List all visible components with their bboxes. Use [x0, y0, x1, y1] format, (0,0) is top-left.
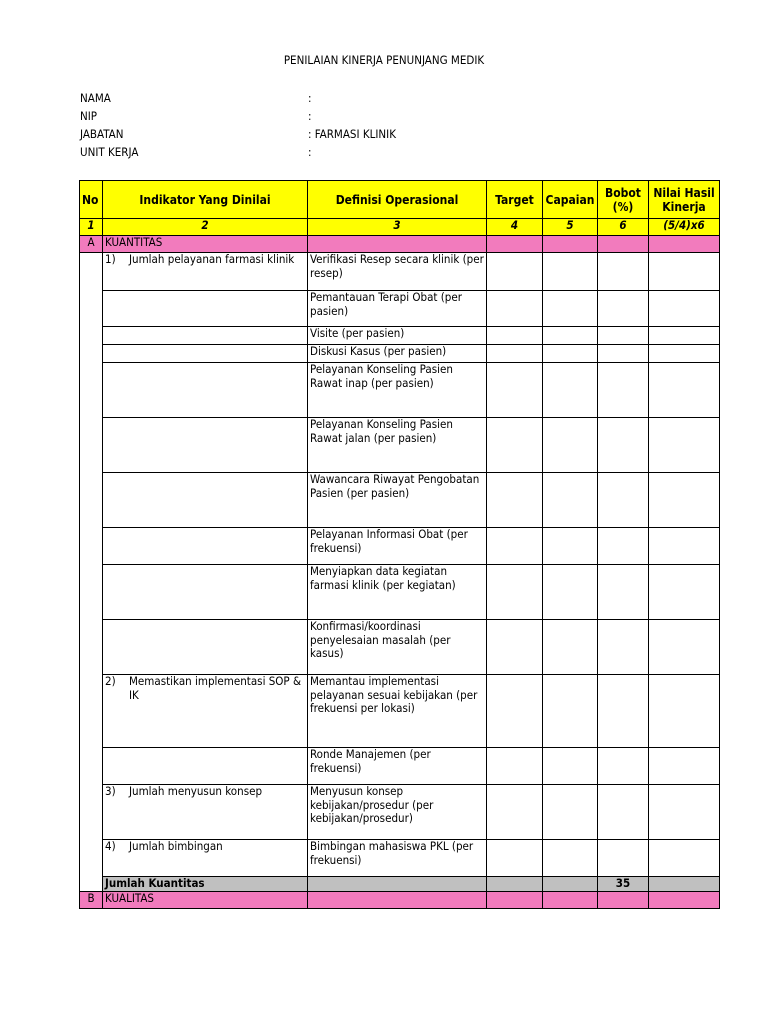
definition-cell: Konfirmasi/koordinasi penyelesaian masalah (per kasus): [308, 620, 487, 675]
indicator-text: Jumlah bimbingan: [129, 839, 223, 853]
definition-cell: Verifikasi Resep secara klinik (per resep): [308, 253, 487, 291]
index-cell: 5: [543, 219, 598, 236]
index-cell: 3: [308, 219, 487, 236]
summary-label: Jumlah Kuantitas: [103, 877, 308, 892]
indicator-text: Jumlah menyusun konsep: [129, 784, 263, 798]
header-indikator: Indikator Yang Dinilai: [103, 181, 308, 219]
field-value-nip: :: [308, 109, 312, 123]
section-label: KUALITAS: [103, 891, 308, 908]
index-cell: 4: [487, 219, 543, 236]
table-row: [80, 565, 720, 620]
indicator-text: Jumlah pelayanan farmasi klinik: [129, 252, 295, 266]
table-header-row: [80, 181, 720, 219]
header-target: Target: [487, 181, 543, 219]
definition-cell: Wawancara Riwayat Pengobatan Pasien (per pasien): [308, 473, 487, 528]
definition-cell: Pelayanan Konseling Pasien Rawat inap (per pasien): [308, 363, 487, 418]
indicator-cell: [103, 253, 308, 291]
table-row: [80, 253, 720, 291]
field-label-jabatan: JABATAN: [80, 127, 124, 141]
table-row: [80, 675, 720, 748]
table-row: [80, 345, 720, 363]
indicator-number: 2): [105, 674, 116, 688]
indicator-number: 4): [105, 839, 116, 853]
table-row: [80, 327, 720, 345]
header-nilai: Nilai Hasil Kinerja: [649, 181, 720, 219]
table-row: [80, 363, 720, 418]
section-letter: B: [80, 891, 103, 908]
header-bobot: Bobot (%): [598, 181, 649, 219]
field-label-nama: NAMA: [80, 91, 111, 105]
section-row-kuantitas: [80, 236, 720, 253]
section-label: KUANTITAS: [103, 236, 308, 253]
page-title: PENILAIAN KINERJA PENUNJANG MEDIK: [283, 53, 485, 67]
index-cell: (5/4)x6: [649, 219, 720, 236]
definition-cell: Bimbingan mahasiswa PKL (per frekuensi): [308, 840, 487, 877]
assessment-table: [79, 180, 720, 909]
index-cell: 1: [80, 219, 103, 236]
index-cell: 6: [598, 219, 649, 236]
definition-cell: Menyiapkan data kegiatan farmasi klinik (per kegiatan): [308, 565, 487, 620]
field-value-nama: :: [308, 91, 312, 105]
indicator-cell: [103, 675, 308, 748]
definition-cell: Ronde Manajemen (per frekuensi): [308, 748, 487, 785]
table-row: [80, 528, 720, 565]
definition-cell: Diskusi Kasus (per pasien): [308, 345, 487, 363]
indicator-cell: [103, 785, 308, 840]
table-row: [80, 840, 720, 877]
definition-cell: Menyusun konsep kebijakan/prosedur (per kebijakan/prosedur): [308, 785, 487, 840]
header-no: No: [80, 181, 103, 219]
section-letter: A: [80, 236, 103, 253]
indicator-cell: [103, 840, 308, 877]
summary-bobot: 35: [598, 877, 649, 892]
field-value-unit-kerja: :: [308, 145, 312, 159]
table-row: [80, 748, 720, 785]
index-cell: 2: [103, 219, 308, 236]
field-value-jabatan: : FARMASI KLINIK: [308, 127, 397, 141]
definition-cell: Pelayanan Konseling Pasien Rawat jalan (per pasien): [308, 418, 487, 473]
header-capaian: Capaian: [543, 181, 598, 219]
table-row: [80, 785, 720, 840]
indicator-number: 3): [105, 784, 116, 798]
definition-cell: Pemantauan Terapi Obat (per pasien): [308, 291, 487, 327]
field-label-nip: NIP: [80, 109, 98, 123]
section-row-kualitas: [80, 891, 720, 908]
index-row: [80, 219, 720, 236]
summary-row: [80, 877, 720, 892]
definition-cell: Visite (per pasien): [308, 327, 487, 345]
table-row: [80, 418, 720, 473]
header-definisi: Definisi Operasional: [308, 181, 487, 219]
indicator-text: Memastikan implementasi SOP & IK: [129, 674, 302, 702]
table-row: [80, 620, 720, 675]
table-row: [80, 291, 720, 327]
table-row: [80, 473, 720, 528]
field-label-unit-kerja: UNIT KERJA: [80, 145, 139, 159]
definition-cell: Pelayanan Informasi Obat (per frekuensi): [308, 528, 487, 565]
definition-cell: Memantau implementasi pelayanan sesuai kebijakan (per frekuensi per lokasi): [308, 675, 487, 748]
indicator-number: 1): [105, 252, 116, 266]
